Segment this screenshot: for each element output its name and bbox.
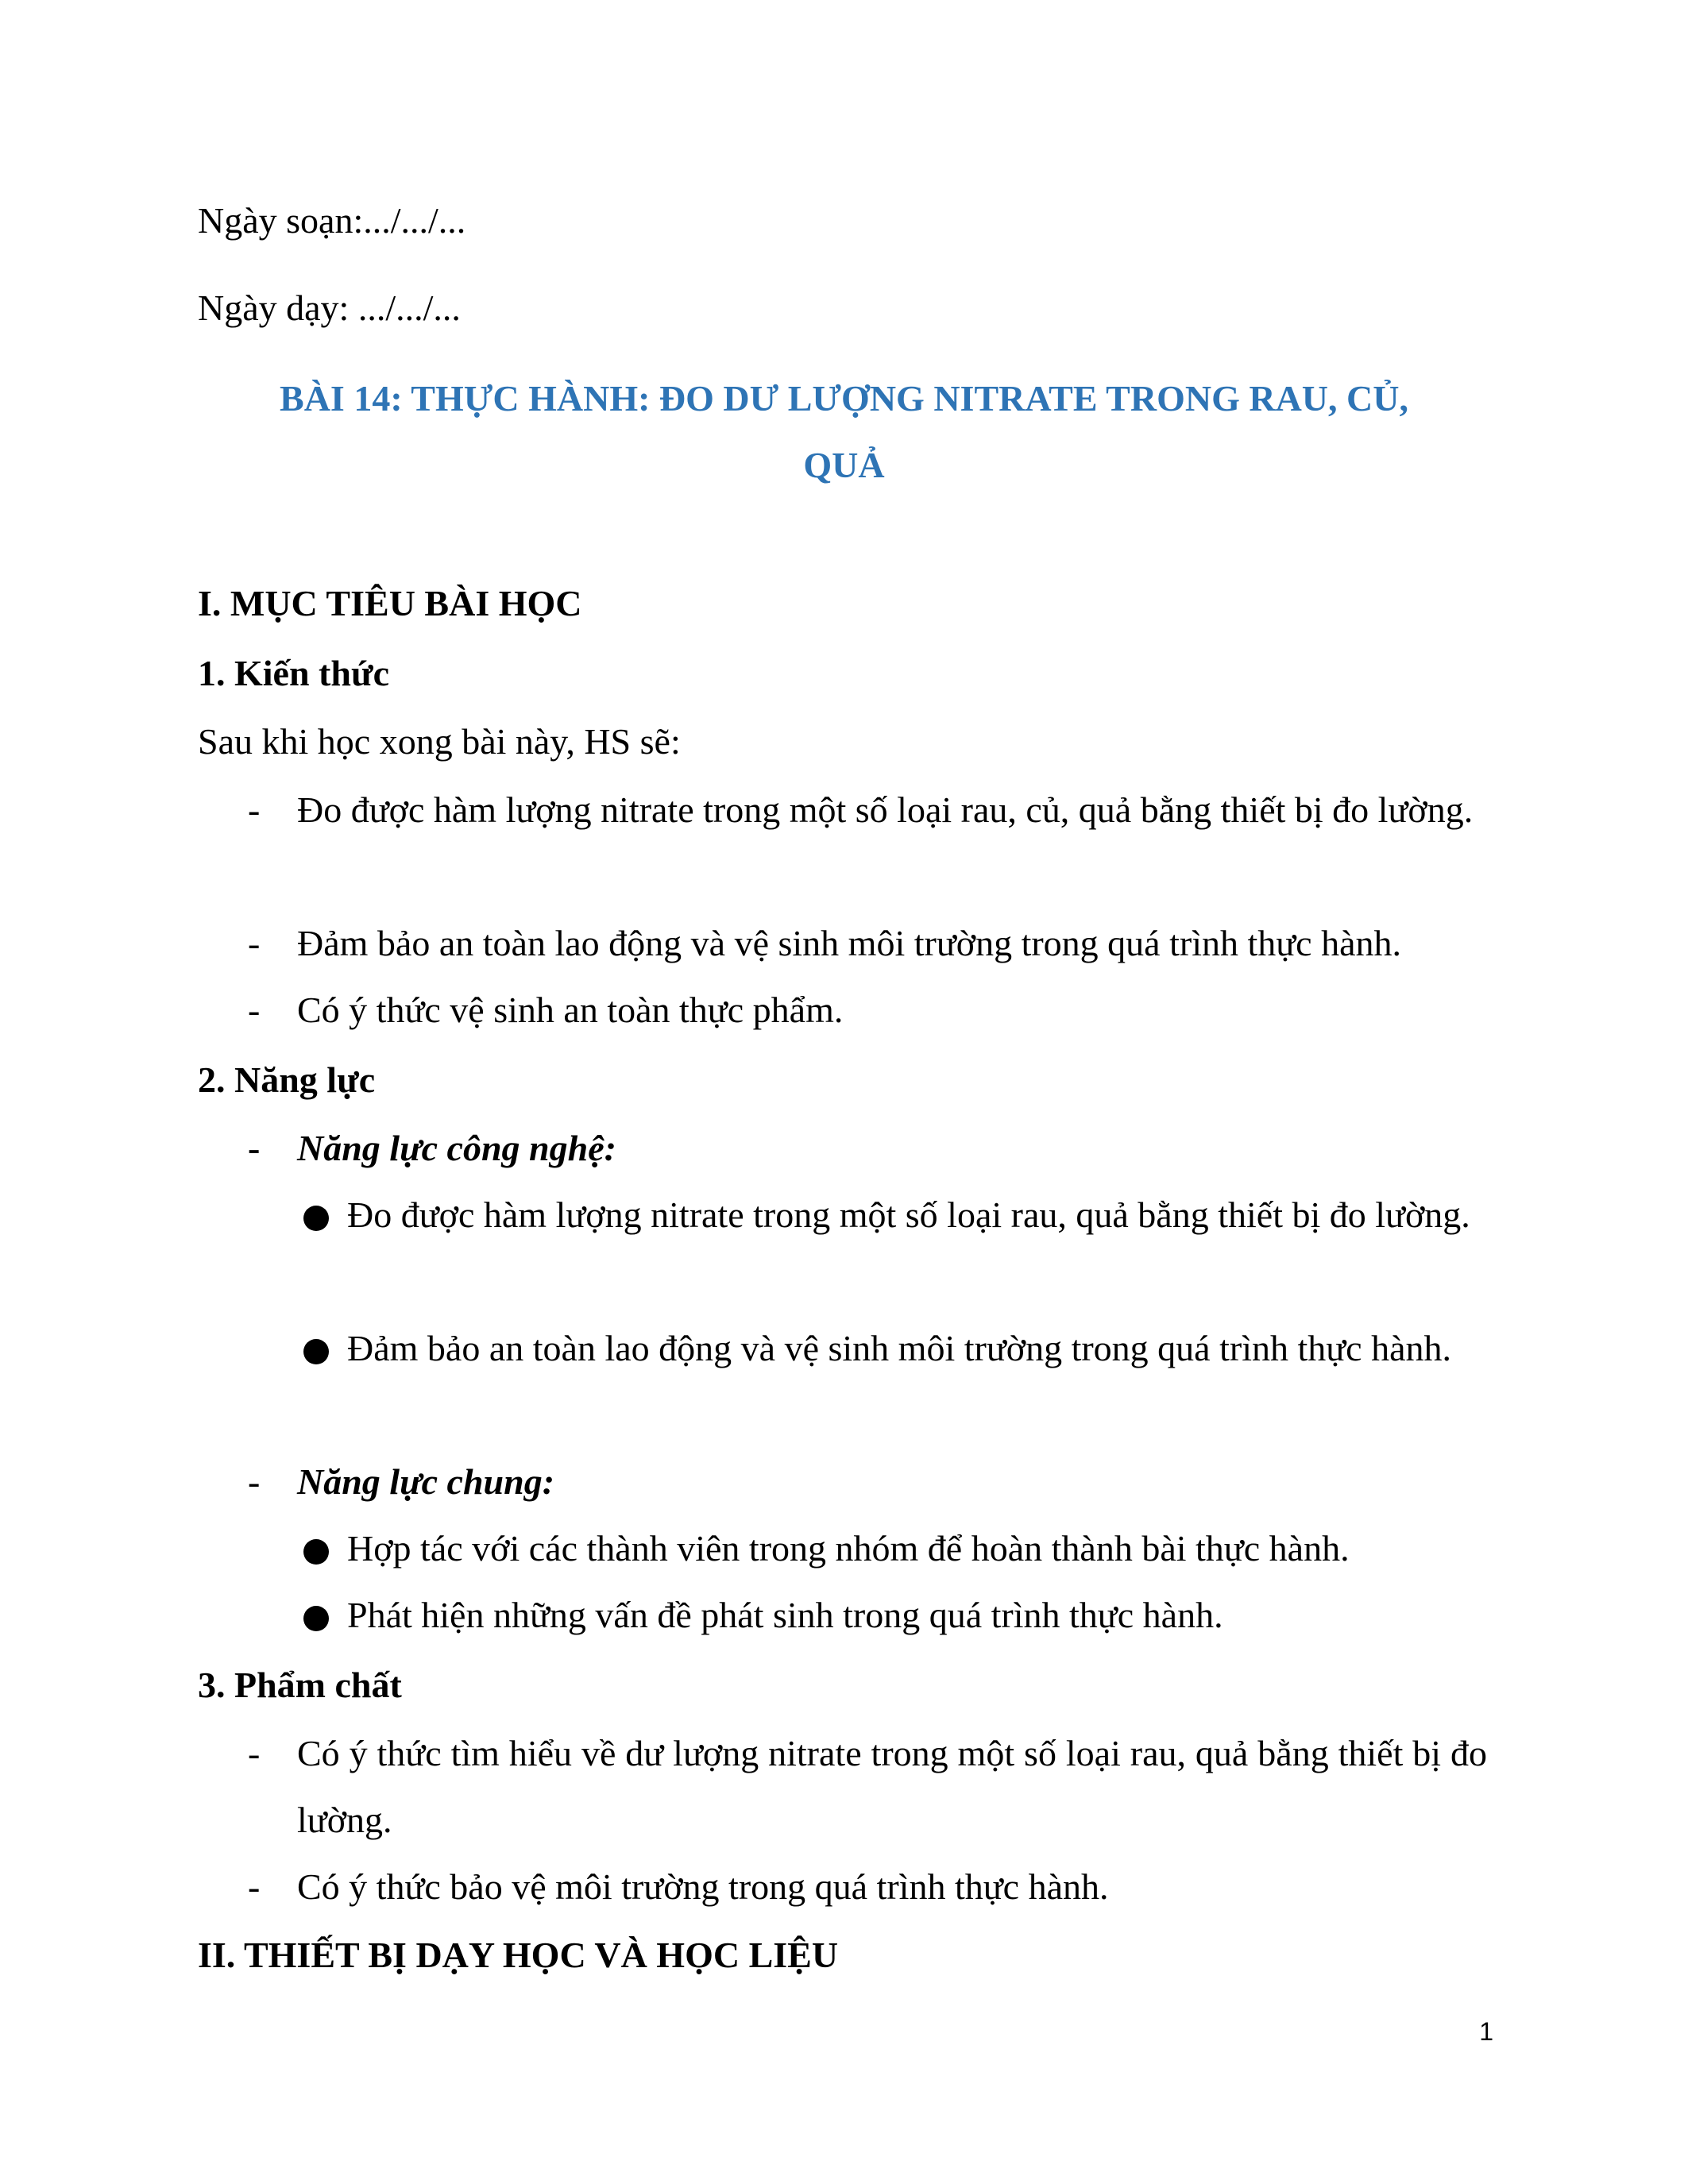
quality-item-2: Có ý thức bảo vệ môi trường trong quá trình thực hành.	[297, 1866, 1109, 1907]
dash-marker: -	[248, 923, 261, 963]
bullet-dot	[303, 1539, 329, 1565]
dash-marker: -	[248, 1866, 261, 1907]
prep-date: Ngày soạn:.../.../...	[198, 200, 466, 241]
dash-marker: -	[248, 789, 261, 830]
bullet-dot	[303, 1339, 329, 1364]
quality-heading: 3. Phẩm chất	[198, 1665, 402, 1705]
lesson-title-line-2: QUẢ	[803, 445, 885, 485]
knowledge-heading: 1. Kiến thức	[198, 653, 389, 693]
page-number: 1	[1479, 2017, 1493, 2046]
section-2-heading: II. THIẾT BỊ DẠY HỌC VÀ HỌC LIỆU	[198, 1935, 839, 1975]
dash-marker: -	[248, 1128, 261, 1168]
general-item-2: Phát hiện những vấn đề phát sinh trong quá trình thực hành.	[347, 1595, 1223, 1635]
tech-competence-label: Năng lực công nghệ:	[297, 1128, 616, 1168]
tech-item-1: Đo được hàm lượng nitrate trong một số loại rau, quả bằng thiết bị đo lường.	[347, 1194, 1470, 1235]
competence-heading: 2. Năng lực	[198, 1059, 376, 1100]
lesson-title-line-1: BÀI 14: THỰC HÀNH: ĐO DƯ LƯỢNG NITRATE TRONG RAU, CỦ,	[280, 378, 1408, 419]
knowledge-item-1: Đo được hàm lượng nitrate trong một số loại rau, củ, quả bằng thiết bị đo lường.	[297, 789, 1474, 830]
knowledge-item-3: Có ý thức vệ sinh an toàn thực phẩm.	[297, 990, 844, 1030]
dash-marker: -	[248, 990, 261, 1030]
bullet-dot	[303, 1606, 329, 1631]
knowledge-intro: Sau khi học xong bài này, HS sẽ:	[198, 721, 681, 762]
teach-date: Ngày dạy: .../.../...	[198, 287, 461, 328]
general-item-1: Hợp tác với các thành viên trong nhóm để hoàn thành bài thực hành.	[347, 1528, 1350, 1569]
quality-item-1: Có ý thức tìm hiểu về dư lượng nitrate trong một số loại rau, quả bằng thiết bị đo lường.	[297, 1733, 1487, 1840]
dash-marker: -	[248, 1733, 261, 1773]
section-1-heading: I. MỤC TIÊU BÀI HỌC	[198, 583, 582, 623]
tech-item-2: Đảm bảo an toàn lao động và vệ sinh môi trường trong quá trình thực hành.	[347, 1328, 1452, 1368]
bullet-dot	[303, 1206, 329, 1231]
dash-marker: -	[248, 1461, 261, 1502]
general-competence-label: Năng lực chung:	[297, 1461, 555, 1502]
knowledge-item-2: Đảm bảo an toàn lao động và vệ sinh môi trường trong quá trình thực hành.	[297, 923, 1402, 963]
